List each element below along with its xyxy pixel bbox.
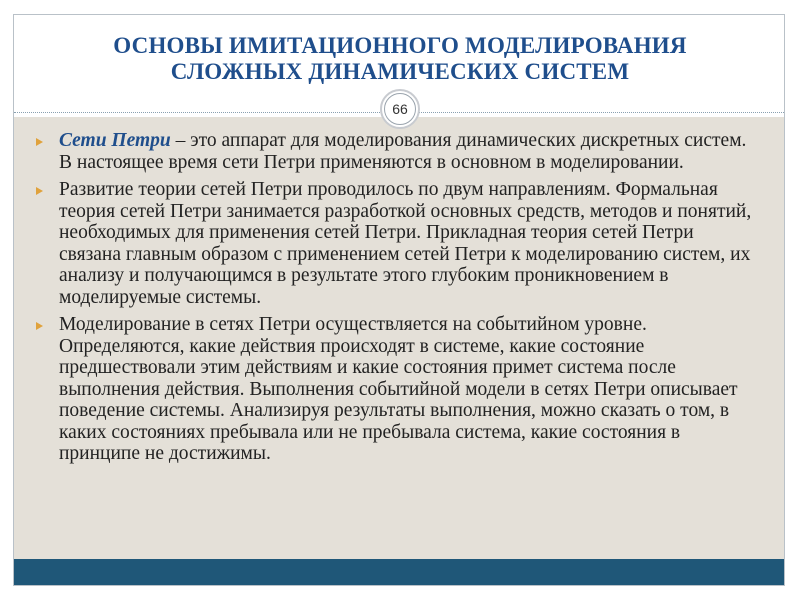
- list-item-text: Моделирование в сетях Петри осуществляется на событийном уровне. Определяются, какие действия происходят в системе, какие состояние предшествовали этим действиям и какие состояния примет система после выполнения действия. Выполнения событийной модели в сетях Петри описывает поведение системы. Анализируя результаты выполнения, можно сказать о том, в каких состояниях пребывала или не пребывала система, какие состояния в принципе не достижимы.: [59, 314, 738, 464]
- bottom-bar: [14, 559, 784, 585]
- slide-title: [14, 33, 786, 85]
- list-item: [36, 314, 756, 465]
- page-number-badge: [380, 89, 420, 129]
- title-line-2: СЛОЖНЫХ ДИНАМИЧЕСКИХ СИСТЕМ: [170, 59, 630, 84]
- list-item-text: Развитие теории сетей Петри проводилось по двум направлениям. Формальная теория сетей Петри занимается разработкой основных средств, методов и понятий, необходимых для применения сетей Петри. Прикладная теория сетей Петри связана главным образом с применением сетей Петри к моделированию систем, их анализу и получающимся в результате этого глубоким проникновением в моделируемые системы.: [59, 179, 752, 308]
- triangle-bullet-icon: [36, 322, 43, 330]
- triangle-bullet-icon: [36, 138, 43, 146]
- list-item: [36, 179, 756, 308]
- list-item-text: – это аппарат для моделирования динамических дискретных систем. В настоящее время сети Петри применяются в основном в моделировании.: [59, 130, 747, 173]
- term-petri-nets: Сети Петри: [59, 130, 171, 151]
- triangle-bullet-icon: [36, 187, 43, 195]
- bullet-list: [36, 130, 756, 471]
- page-number: 66: [384, 93, 416, 125]
- title-line-1: ОСНОВЫ ИМИТАЦИОННОГО МОДЕЛИРОВАНИЯ: [113, 33, 687, 58]
- list-item: [36, 130, 756, 173]
